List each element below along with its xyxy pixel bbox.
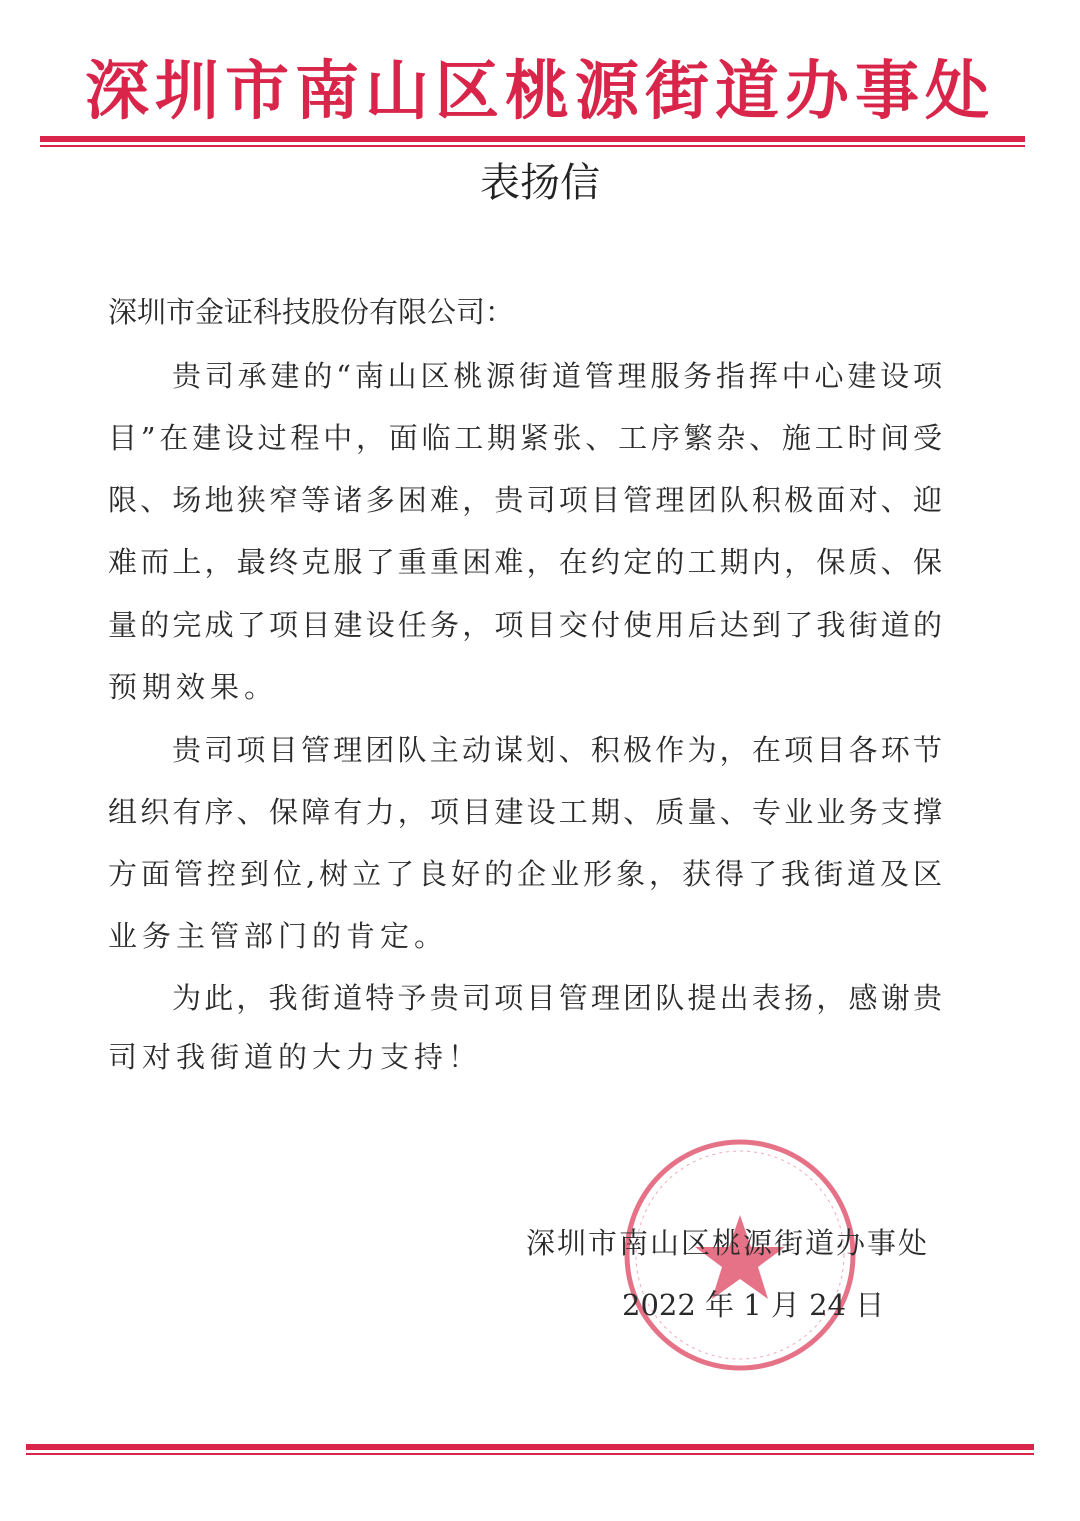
letterhead-org-name: 深圳市南山区桃源街道办事处 (85, 54, 995, 129)
paragraph-line: 为此，我街道特予贵司项目管理团队提出表扬，感谢贵 (172, 981, 942, 1015)
signature-date: 2022 年 1 月 24 日 (622, 1288, 885, 1322)
document-title: 表扬信 (480, 160, 600, 206)
header-rule-thick (40, 136, 1025, 142)
paragraph-line: 业务主管部门的肯定。 (108, 919, 449, 953)
paragraph-line: 贵司项目管理团队主动谋划、积极作为，在项目各环节 (172, 733, 942, 767)
header-rule-thin (40, 145, 1025, 147)
paragraph-line: 司对我街道的大力支持！ (108, 1040, 483, 1074)
recipient: 深圳市金证科技股份有限公司： (108, 295, 515, 329)
paragraph-line: 贵司承建的“南山区桃源街道管理服务指挥中心建设项 (172, 359, 942, 393)
paragraph-line: 量的完成了项目建设任务，项目交付使用后达到了我街道的 (108, 608, 942, 642)
paragraph-line: 组织有序、保障有力，项目建设工期、质量、专业业务支撑 (108, 795, 942, 829)
paragraph-line: 限、场地狭窄等诸多困难，贵司项目管理团队积极面对、迎 (108, 483, 942, 517)
paragraph-line: 难而上，最终克服了重重困难，在约定的工期内，保质、保 (108, 545, 942, 579)
signature-org: 深圳市南山区桃源街道办事处 (526, 1226, 930, 1260)
footer-rule-thin (26, 1453, 1034, 1455)
paragraph-line: 预期效果。 (108, 670, 279, 704)
footer-rule-thick (26, 1444, 1034, 1450)
paragraph-line: 目”在建设过程中，面临工期紧张、工序繁杂、施工时间受 (108, 421, 942, 455)
paragraph-line: 方面管控到位,树立了良好的企业形象，获得了我街道及区 (108, 857, 942, 891)
